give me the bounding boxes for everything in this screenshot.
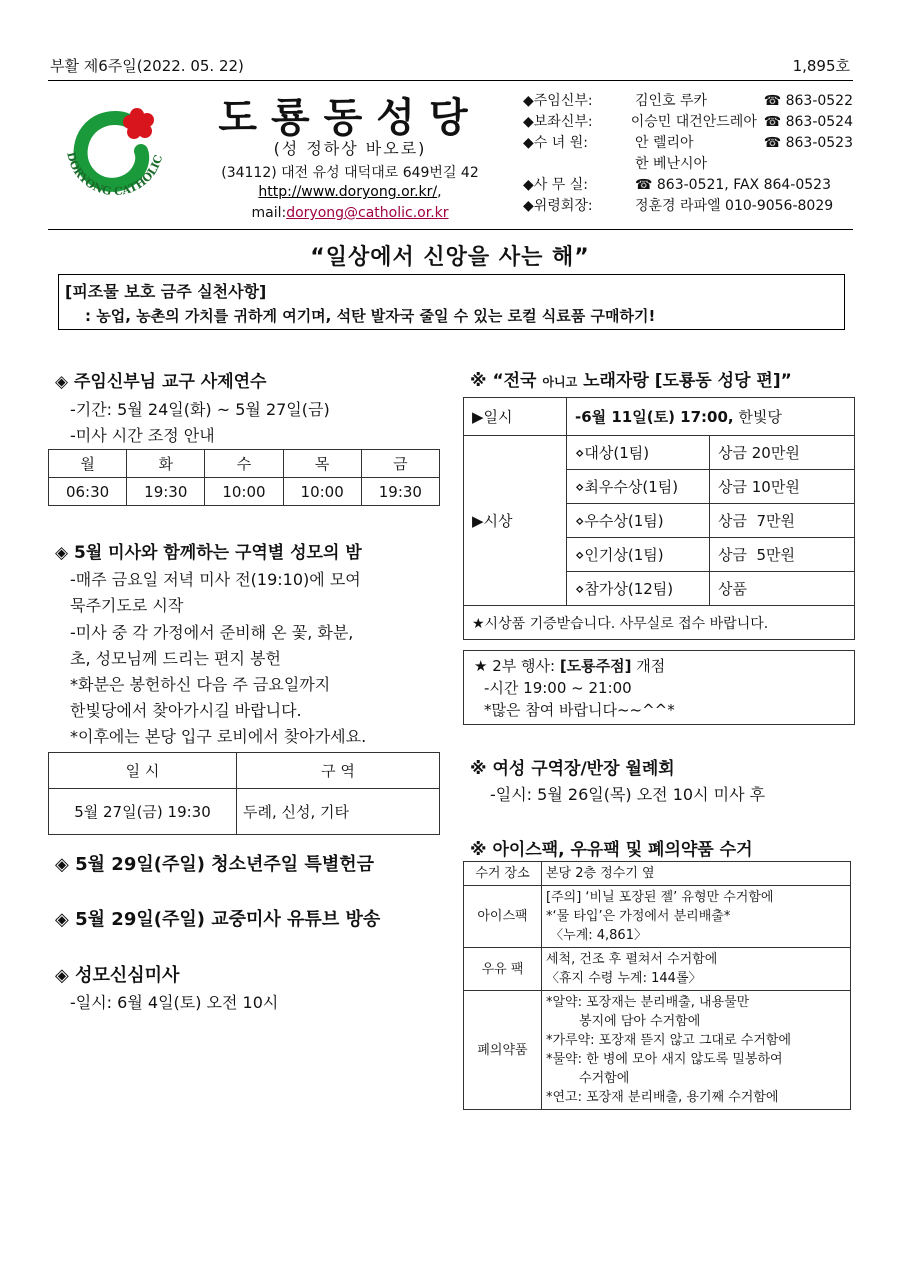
table-row [49,450,440,478]
website [200,184,500,200]
award-name: ⋄참가상(12팀) [567,572,710,606]
date-value-cell [567,398,855,436]
section-song-contest [470,366,792,391]
section-priest-retreat: ◈ 주임신부님 교구 사제연수 [55,372,267,392]
recycle-key: 아이스팩 [464,886,542,948]
table-row [464,436,855,470]
recycle-line: *‘물 타입’은 가정에서 분리배출* [546,909,731,924]
staff-row [523,175,853,196]
staff-role: ◆주임신부: [523,93,593,109]
logo-icon [55,95,175,215]
time-cell: 10:00 [205,478,283,506]
date-place: 한빛당 [733,408,782,426]
patron-saint: (성 정하상 바오로) [273,139,427,158]
church-name: 도룡동성당 [218,94,482,141]
date-value: -6월 11일(토) 17:00, [575,408,734,426]
time-cell: 19:30 [127,478,205,506]
contest-title-a: ※ “전국 [470,371,543,391]
recycle-value [542,948,851,991]
recycle-line: *연고: 포장재 분리배출, 용기째 수거함에 [546,1090,779,1105]
pledge-heading: [피조물 보호 금주 실천사항] [65,282,267,301]
award-prize: 상금 5만원 [710,538,855,572]
event2-suffix: 개점 [631,657,666,675]
retreat-period: -기간: 5월 24일(화) ~ 5월 27일(금) [70,400,330,419]
recycling-table [463,861,851,1110]
award-name: ⋄우수상(1팀) [567,504,710,538]
recycle-value [542,991,851,1110]
second-event-box [463,650,855,725]
issue-date: 부활 제6주일(2022. 05. 22) [50,57,244,75]
table-row [49,478,440,506]
table-row [464,398,855,436]
pledge-body: : 농업, 농촌의 가치를 귀하게 여기며, 석탄 발자국 줄일 수 있는 로컬 식료품 구매하기! [85,307,656,325]
contest-title-b: 노래자랑 [도룡동 성당 편]” [577,371,792,391]
staff-row [523,196,853,217]
day-cell: 화 [127,450,205,478]
event2-prefix: ★ 2부 행사: [474,657,560,675]
staff-row [523,154,853,175]
second-event-line [474,655,844,677]
day-cell: 월 [49,450,127,478]
year-motto: “일상에서 신앙을 사는 해” [310,245,590,270]
staff-directory [523,91,853,217]
recycle-line: 수거함에 [546,1071,630,1086]
staff-name: 안 렐리아 [635,135,694,151]
marian-line: -매주 금요일 저녁 미사 전(19:10)에 모여 [70,570,361,589]
staff-phone: ☎ 863-0524 [763,114,853,130]
staff-name: 김인호 루카 [635,93,708,109]
marian-line: 한빛당에서 찾아가시길 바랍니다. [70,701,302,720]
website-suffix: , [437,184,442,200]
divider-mid [48,229,853,230]
section-youth-collection: ◈ 5월 29일(주일) 청소년주일 특별헌금 [55,854,374,875]
divider-top [48,80,853,81]
staff-phone: ☎ 863-0522 [763,93,853,109]
table-row [464,606,855,640]
header-cell: 구 역 [237,753,440,789]
time-cell: 10:00 [283,478,361,506]
staff-row [523,133,853,154]
recycle-line: 세척, 건조 후 펼쳐서 수거함에 [546,952,718,967]
staff-role: ◆위령회장: [523,198,593,214]
day-cell: 목 [283,450,361,478]
table-row [49,753,440,789]
day-cell: 수 [205,450,283,478]
recycle-value: 본당 2층 정수기 옆 [542,862,851,886]
marian-line: -미사 중 각 가정에서 준비해 온 꽃, 화분, [70,623,354,642]
award-prize: 상금 20만원 [710,436,855,470]
date-label: ▶일시 [464,398,567,436]
section-marian-devotion: ◈ 성모신심미사 [55,965,180,986]
logo-text: DORYONG CATHOLIC [64,150,166,199]
header-line [50,55,850,76]
staff-name: 한 베난시아 [635,156,708,172]
marian-line: 묵주기도로 시작 [70,596,184,615]
creation-care-box [58,274,845,330]
award-prize: 상금 7만원 [710,504,855,538]
time-cell: 06:30 [49,478,127,506]
staff-phone [753,154,853,175]
mass-adjust-notice: -미사 시간 조정 안내 [70,426,215,445]
email-prefix: mail: [251,205,287,221]
award-label: ▶시상 [464,436,567,606]
recycle-line: 〈누계: 4,861〉 [546,928,647,943]
event2-note: *많은 참여 바랍니다~~^^* [484,701,675,719]
table-row [464,862,851,886]
staff-name: ☎ 863-0521, FAX 864-0523 [635,177,831,193]
marian-line: *이후에는 본당 입구 로비에서 찾아가세요. [70,727,367,746]
table-row [464,948,851,991]
recycle-line: 〈휴지 수령 누계: 144롤〉 [546,971,702,986]
staff-row [523,112,853,133]
email [200,205,500,221]
recycle-line: 봉지에 담아 수거함에 [546,1014,701,1029]
recycle-key: 폐의약품 [464,991,542,1110]
recycle-line: [주의] ‘비닐 포장된 젤’ 유형만 수거함에 [546,890,774,905]
mass-schedule-table [48,449,440,506]
donation-note: ★시상품 기증받습니다. 사무실로 접수 바랍니다. [464,606,855,640]
time-cell: 19:30 [361,478,439,506]
church-address: (34112) 대전 유성 대덕대로 649번길 42 [221,165,479,181]
email-link[interactable]: doryong@catholic.or.kr [286,205,449,221]
section-marian-night: ◈ 5월 미사와 함께하는 구역별 성모의 밤 [55,543,362,563]
staff-role: ◆보좌신부: [523,114,593,130]
recycle-key: 수거 장소 [464,862,542,886]
event2-pub: [도룡주점] [559,657,632,675]
recycle-line: *알약: 포장재는 분리배출, 내용물만 [546,995,750,1010]
website-link[interactable]: http://www.doryong.or.kr/ [258,184,438,200]
marian-schedule-table [48,752,440,835]
marian-line: *화분은 봉헌하신 다음 주 금요일까지 [70,675,331,694]
header-cell: 일 시 [49,753,237,789]
award-prize: 상금 10만원 [710,470,855,504]
section-women-meeting: ※ 여성 구역장/반장 월례회 [470,759,675,779]
staff-name: 정훈경 라파엘 010-9056-8029 [635,198,834,214]
recycle-value [542,886,851,948]
women-meeting-date: -일시: 5월 26일(목) 오전 10시 미사 후 [490,785,766,804]
schedule-districts: 두례, 신성, 기타 [237,789,440,835]
award-prize: 상품 [710,572,855,606]
staff-role [523,154,635,175]
staff-row [523,91,853,112]
day-cell: 금 [361,450,439,478]
award-name: ⋄대상(1팀) [567,436,710,470]
award-name: ⋄인기상(1팀) [567,538,710,572]
table-row [49,789,440,835]
staff-phone: ☎ 863-0523 [763,135,853,151]
staff-name: 이승민 대건안드레아 [630,114,757,130]
section-youtube-mass: ◈ 5월 29일(주일) 교중미사 유튜브 방송 [55,909,381,930]
issue-number: 1,895호 [792,57,850,75]
church-logo [55,95,175,215]
staff-role: ◆수 녀 원: [523,135,588,151]
section-recycling: ※ 아이스팩, 우유팩 및 폐의약품 수거 [470,840,753,860]
marian-line: 초, 성모님께 드리는 편지 봉헌 [70,649,281,668]
schedule-date: 5월 27일(금) 19:30 [49,789,237,835]
table-row [464,886,851,948]
event2-time: -시간 19:00 ~ 21:00 [484,679,632,697]
award-name: ⋄최우수상(1팀) [567,470,710,504]
recycle-key: 우유 팩 [464,948,542,991]
contest-table [463,397,855,640]
contest-title-small: 아니고 [542,375,578,389]
table-row [464,991,851,1110]
devotion-date: -일시: 6월 4일(토) 오전 10시 [70,993,279,1012]
staff-role: ◆사 무 실: [523,177,588,193]
recycle-line: *가루약: 포장재 뜯지 않고 그대로 수거함에 [546,1033,792,1048]
recycle-line: *물약: 한 병에 모아 새지 않도록 밀봉하여 [546,1052,783,1067]
